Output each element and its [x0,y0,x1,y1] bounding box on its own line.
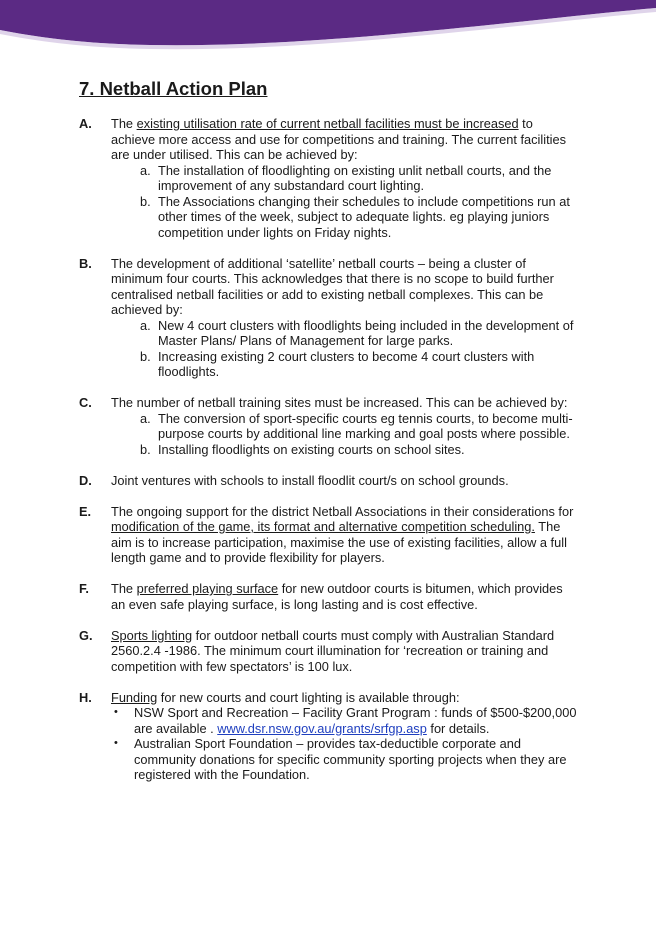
sub-list [111,163,579,241]
action-item-f [79,581,579,612]
header-banner [0,0,656,50]
action-item-h [79,690,579,783]
action-plan-list [79,116,579,798]
item-text: Joint ventures with schools to install floodlit court/s on school grounds. [111,472,509,488]
sub-item: b. Increasing existing 2 court clusters to become 4 court clusters with floodlights. [140,348,535,379]
sub-list [111,318,579,380]
action-item-e [79,504,579,566]
action-item-c [79,395,579,457]
action-item-g [79,628,579,675]
item-letter: D. [79,472,92,488]
grant-program-link[interactable]: www.dsr.nsw.gov.au/grants/srfgp.asp [217,720,427,736]
action-item-d [79,473,579,489]
action-item-a [79,116,579,240]
sub-list [111,411,579,458]
item-text: The existing utilisation rate of current netball facilities must be increased to achieve more access and use for competitions and training. The current facilities are under utilised. This can be achieved by: [111,116,566,162]
item-letter: C. [79,395,92,410]
item-text: The number of netball training sites must be increased. This can be achieved by: [111,395,568,410]
bullet-item: • NSW Sport and Recreation – Facility Grant Program : funds of $500-$200,000 are available . www.dsr.nsw.gov.au/grants/srfgp.asp for details. [114,705,577,736]
item-text: The ongoing support for the district Netball Associations in their considerations for modification of the game, its format and alternative competition scheduling. The aim is to increase participation, maximise the use of existing facilities, allow a full length game and to provide flexibility for players. [111,503,574,565]
sub-item: b. Installing floodlights on existing courts on school sites. [140,441,465,457]
bullet-item: • Australian Sport Foundation – provides tax-deductible corporate and community donations for specific community sporting projects when they are registered with the Foundation. [114,736,567,782]
sub-item: a. The conversion of sport-specific courts eg tennis courts, to become multi-purpose courts by additional line marking and goal posts where possible. [140,410,573,441]
item-letter: G. [79,627,93,643]
bullet-list [111,705,579,783]
sub-item: a. New 4 court clusters with floodlights being included in the development of Master Plans/ Plans of Management for large parks. [140,317,574,348]
sub-item: b. The Associations changing their schedules to include competitions run at other times of the week, subject to adequate lights. eg playing juniors competition under lights on Friday nights. [140,193,570,240]
item-letter: F. [79,581,89,596]
item-letter: H. [79,689,92,705]
item-letter: A. [79,116,92,131]
action-item-b [79,256,579,380]
item-text: Sports lighting for outdoor netball courts must comply with Australian Standard 2560.2.4 -1986. The minimum court illumination for ‘recreation or training and competition with few spectators’ is 100 lux. [111,627,555,674]
item-text: The development of additional ‘satellite’ netball courts – being a cluster of minimum four courts. This acknowledges that there is no scope to build further centralised netball facilities or add to existing netball complexes. This can be achieved by: [111,255,554,317]
item-text: The preferred playing surface for new outdoor courts is bitumen, which provides an even safe playing surface, is long lasting and is cost effective. [111,581,563,612]
item-text: Funding for new courts and court lighting is available through: [111,689,460,705]
item-letter: E. [79,503,92,519]
page-title: 7. Netball Action Plan [79,78,268,99]
sub-item: a. The installation of floodlighting on existing unlit netball courts, and the improvement of any substandard court lighting. [140,162,552,193]
item-letter: B. [79,255,92,271]
